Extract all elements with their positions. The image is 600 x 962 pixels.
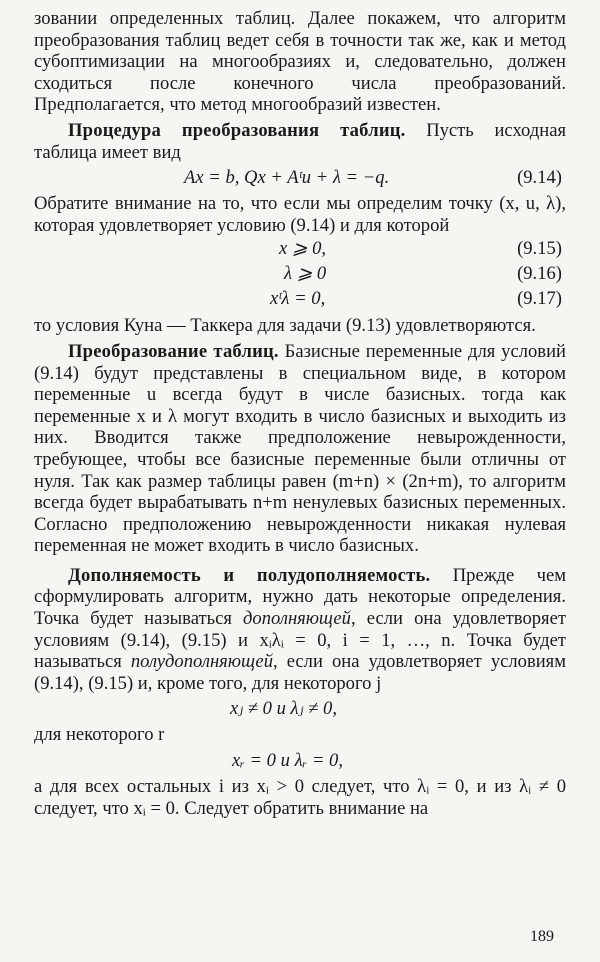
complementarity-text-c: , если она удовлетворяет условиям (9.14), (9.15) и xᵢλᵢ = 0, i = 1, …, n. Точка будет называться [34, 608, 566, 673]
equation-9-14-number: (9.14) [517, 167, 562, 189]
paragraph-manifold-method: зовании определенных таблиц. Далее покажем, что алгоритм преобразования таблиц ведет себя в точности так же, как и метод субоптимизации на многообразиях и, следовательно, должен сходиться после конечного числа преобразований. Предполагается, что метод многообразий известен. [34, 8, 566, 116]
equation-9-17-formula: xᵗλ = 0, [270, 288, 326, 310]
equation-9-15 [34, 236, 566, 261]
equation-9-15-number: (9.15) [517, 238, 562, 260]
table-transformation-text: Базисные переменные для условий (9.14) будут представлены в специальном виде, в котором переменные u всегда будут в числе базисных. тогда как переменные x и λ могут входить в число базисных и выходить из них. Вводится также предположение невырожденности, требующее, чтобы все базисные переменные были отличны от нуля. Так как размер таблицы равен (m+n) × (2n+m), то алгоритм всегда будет вырабатывать n+m ненулевых базисных переменных. Согласно предположению невырожденности никакая нулевая переменная не может входить в число базисных. [34, 340, 566, 557]
complementarity-text-a: Прежде чем сформулировать алгоритм, нужно дать некоторые определения. Точка будет называться [34, 564, 566, 630]
paragraph-table-transformation [34, 341, 566, 557]
equation-9-17 [34, 286, 566, 311]
page-number: 189 [530, 928, 554, 945]
page-body [34, 8, 566, 819]
term-semicomplementary: полудополняющей [130, 651, 273, 673]
term-complementary: дополняющей [243, 608, 351, 630]
equation-r-condition [34, 746, 566, 776]
complementarity-text-e: , если она удовлетворяет условиям (9.14), (9.15) и, кроме того, для некоторого j [34, 651, 567, 694]
equation-r-formula: xᵣ = 0 и λᵣ = 0, [232, 750, 343, 772]
equation-9-16-formula: λ ⩾ 0 [284, 263, 327, 285]
equation-j-formula: xⱼ ≠ 0 и λⱼ ≠ 0, [230, 698, 337, 720]
equation-9-17-number: (9.17) [517, 288, 562, 310]
equation-9-16-number: (9.16) [517, 263, 562, 285]
paragraph-procedure [34, 120, 566, 163]
equation-9-15-formula: x ⩾ 0, [279, 238, 327, 260]
equation-j-condition [34, 694, 566, 724]
paragraph-point-conditions: Обратите внимание на то, что если мы определим точку (x, u, λ), которая удовлетворяет условию (9.14) и для которой [34, 193, 566, 236]
heading-table-transformation: Преобразование таблиц. [68, 340, 279, 362]
paragraph-for-some-r: для некоторого r [34, 724, 165, 746]
paragraph-kuhn-tucker: то условия Куна — Таккера для задачи (9.13) удовлетворяются. [34, 315, 536, 337]
procedure-text: Пусть исходная таблица имеет вид [34, 119, 567, 163]
equation-9-14-formula: Ax = b, Qx + Aᵗu + λ = −q. [184, 167, 390, 189]
heading-complementarity: Дополняемость и полудополняемость. [68, 564, 431, 586]
equation-9-16 [34, 261, 566, 286]
equation-9-14 [34, 163, 566, 193]
heading-table-procedure: Процедура преобразования таблиц. [68, 119, 406, 141]
paragraph-remaining-indices: а для всех остальных i из xᵢ > 0 следует, что λᵢ = 0, и из λᵢ ≠ 0 следует, что xᵢ = 0. Следует обратить внимание на [34, 776, 566, 819]
paragraph-complementarity [34, 565, 566, 695]
